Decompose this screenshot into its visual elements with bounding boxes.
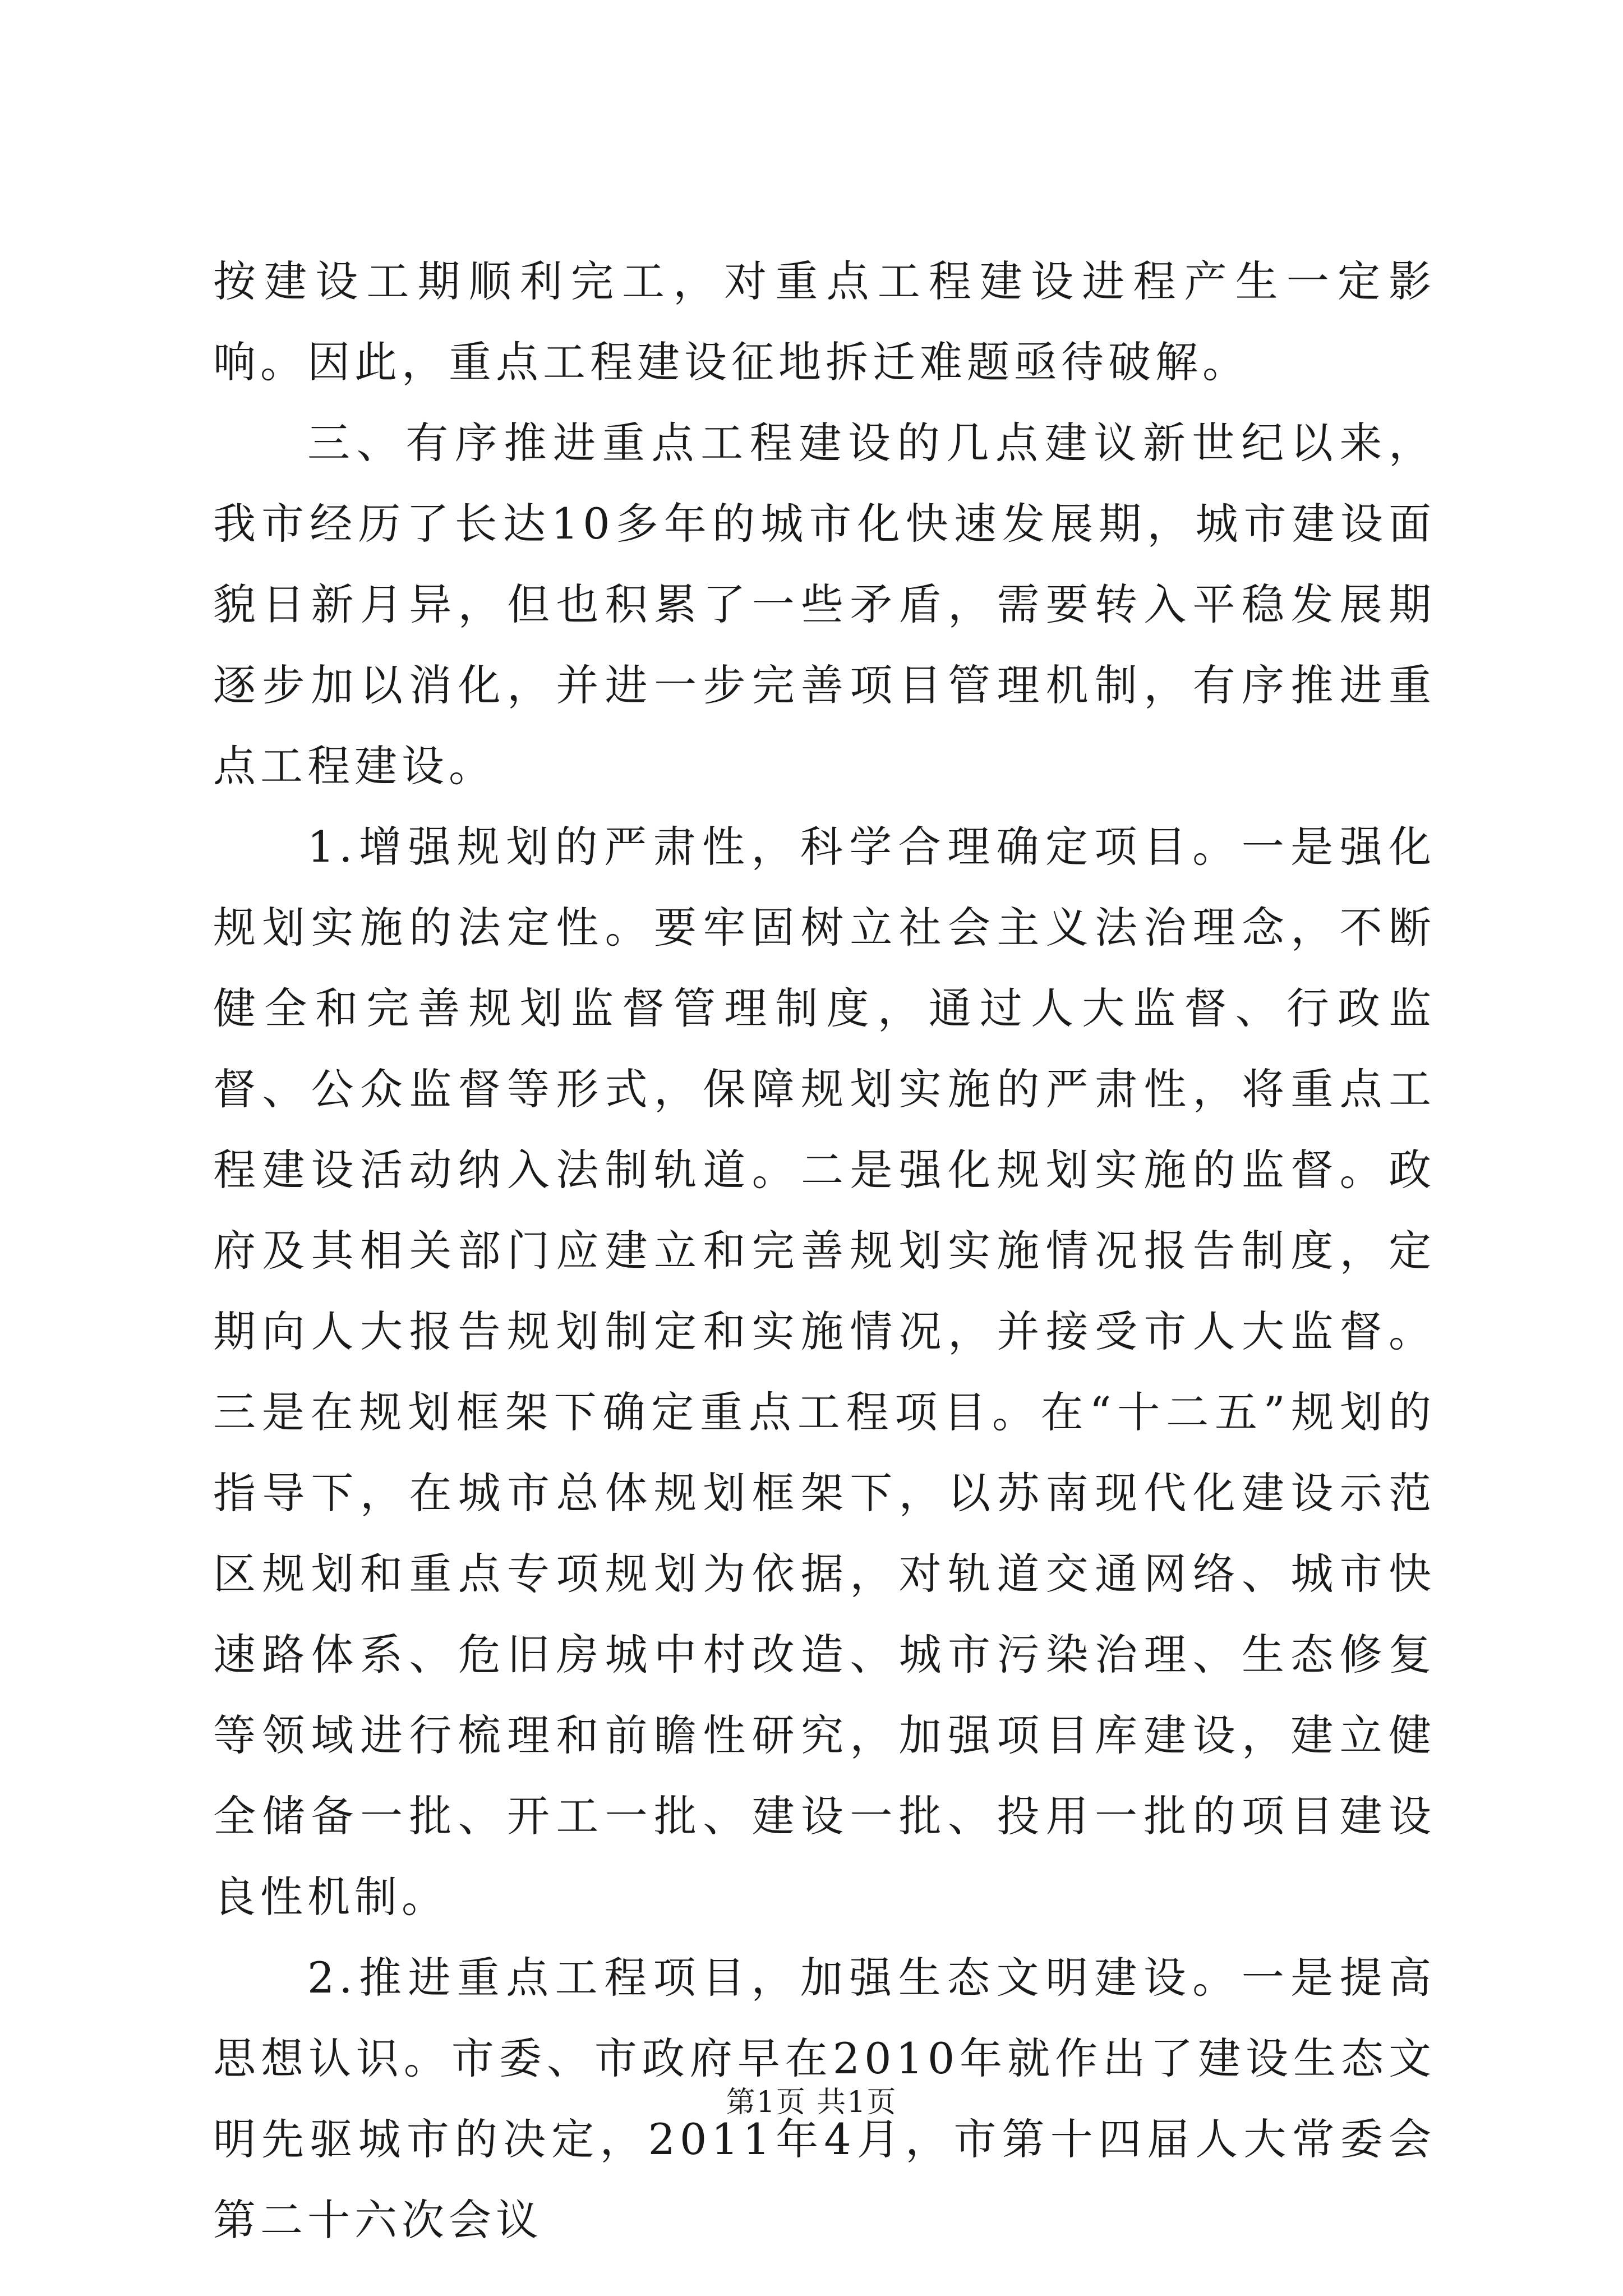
- page-footer: 第1页 共1页: [726, 2086, 897, 2119]
- paragraph-section-three: 三、有序推进重点工程建设的几点建议新世纪以来，我市经历了长达10多年的城市化快速发展期，城市建设面貌日新月异，但也积累了一些矛盾，需要转入平稳发展期逐步加以消化，并进一步完善项目管理机制，有序推进重点工程建设。: [213, 418, 1436, 791]
- paragraph-continuation: 按建设工期顺利完工，对重点工程建设进程产生一定影响。因此，重点工程建设征地拆迁难题亟待破解。: [213, 256, 1436, 387]
- paragraph-item-two: 2.推进重点工程项目，加强生态文明建设。一是提高思想认识。市委、市政府早在2010年就作出了建设生态文明先驱城市的决定，2011年4月，市第十四届人大常委会第二十六次会议: [213, 1953, 1436, 2245]
- document-body: [213, 241, 1436, 2261]
- paragraph-item-one: 1.增强规划的严肃性，科学合理确定项目。一是强化规划实施的法定性。要牢固树立社会主义法治理念，不断健全和完善规划监督管理制度，通过人大监督、行政监督、公众监督等形式，保障规划实施的严肃性，将重点工程建设活动纳入法制轨道。二是强化规划实施的监督。政府及其相关部门应建立和完善规划实施情况报告制度，定期向人大报告规划制定和实施情况，并接受市人大监督。三是在规划框架下确定重点工程项目。在“十二五”规划的指导下，在城市总体规划框架下，以苏南现代化建设示范区规划和重点专项规划为依据，对轨道交通网络、城市快速路体系、危旧房城中村改造、城市污染治理、生态修复等领域进行梳理和前瞻性研究，加强项目库建设，建立健全储备一批、开工一批、建设一批、投用一批的项目建设良性机制。: [213, 822, 1436, 1922]
